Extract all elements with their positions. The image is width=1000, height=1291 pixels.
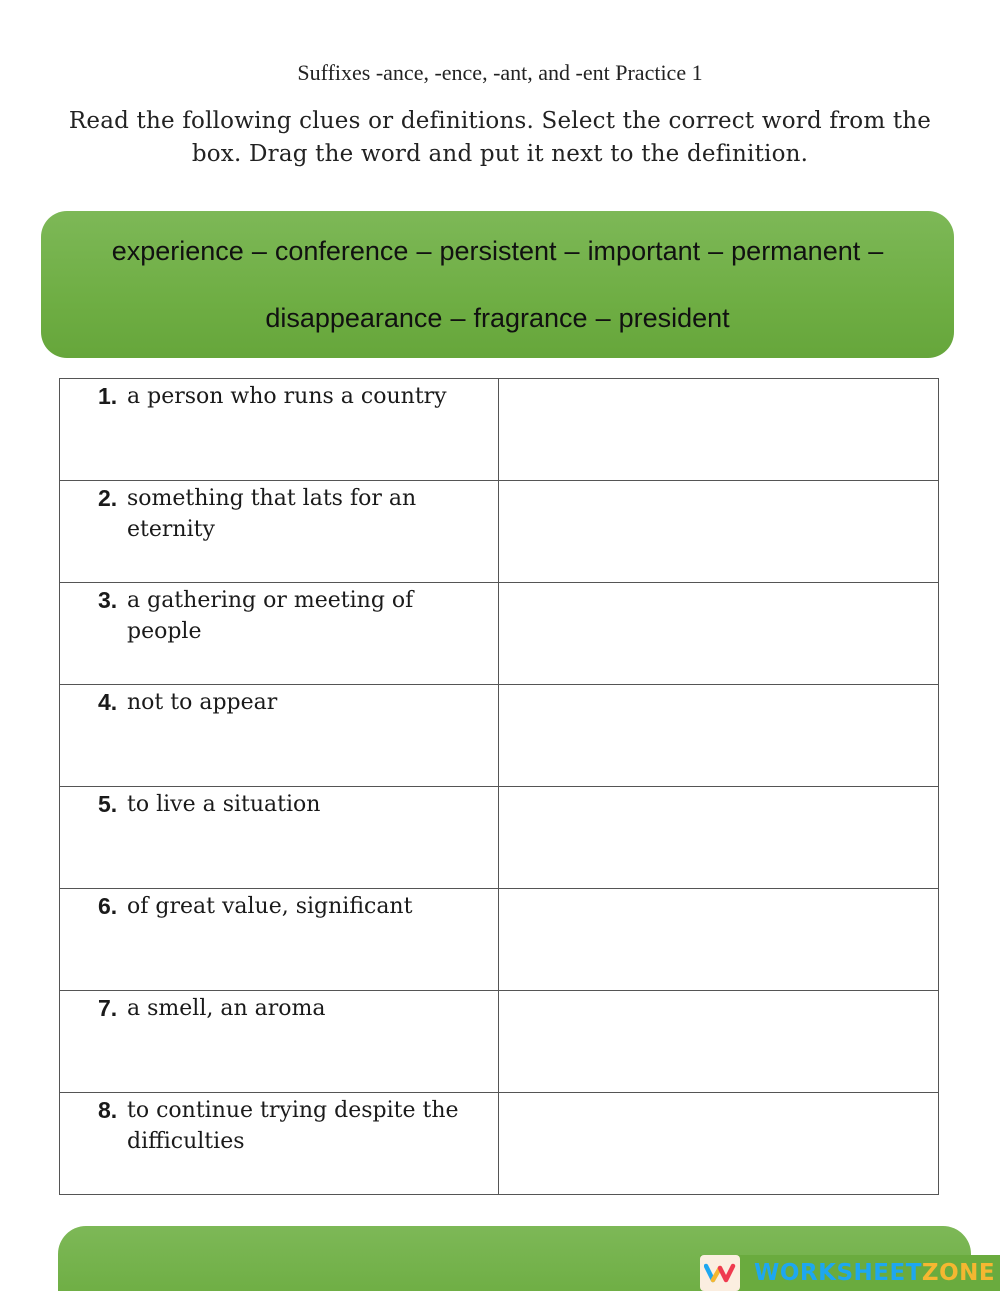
answer-drop-zone-1[interactable] bbox=[498, 379, 938, 481]
clue-number: 6. bbox=[98, 893, 118, 919]
clue-cell bbox=[60, 583, 499, 685]
word-chip-conference[interactable]: conference bbox=[274, 235, 409, 266]
worksheet-title: Suffixes -ance, -ence, -ant, and -ent Practice 1 bbox=[297, 60, 703, 85]
answer-drop-zone-8[interactable] bbox=[498, 1093, 938, 1195]
table-row bbox=[60, 379, 939, 481]
clue-cell bbox=[60, 1093, 499, 1195]
separator: – bbox=[595, 302, 611, 333]
word-chip-disappearance[interactable]: disappearance bbox=[265, 302, 443, 333]
table-row bbox=[60, 685, 939, 787]
word-chip-fragrance[interactable]: fragrance bbox=[473, 302, 588, 333]
separator: – bbox=[868, 235, 884, 266]
clue-cell bbox=[60, 379, 499, 481]
clue-number: 3. bbox=[98, 587, 118, 613]
table-row bbox=[60, 583, 939, 685]
clue-cell bbox=[60, 787, 499, 889]
separator: – bbox=[450, 302, 466, 333]
clue-text: not to appear bbox=[127, 690, 278, 715]
word-chip-experience[interactable]: experience bbox=[111, 235, 244, 266]
clues-table bbox=[59, 378, 939, 1195]
word-bank bbox=[41, 211, 954, 358]
brand-watermark bbox=[700, 1255, 1000, 1291]
clue-number: 2. bbox=[98, 485, 118, 511]
table-row bbox=[60, 889, 939, 991]
clue-text: of great value, significant bbox=[127, 894, 413, 919]
answer-drop-zone-3[interactable] bbox=[498, 583, 938, 685]
separator: – bbox=[251, 235, 267, 266]
clue-cell bbox=[60, 481, 499, 583]
table-row bbox=[60, 1093, 939, 1195]
clue-text: something that lats for an eternity bbox=[127, 486, 417, 542]
word-chip-persistent[interactable]: persistent bbox=[439, 235, 557, 266]
separator: – bbox=[708, 235, 724, 266]
separator: – bbox=[564, 235, 580, 266]
clue-cell bbox=[60, 685, 499, 787]
word-chip-president[interactable]: president bbox=[618, 302, 730, 333]
clue-number: 4. bbox=[98, 689, 118, 715]
instructions-text: Read the following clues or definitions. Select the correct word from the box. Drag the word and put it next to the definition. bbox=[68, 108, 932, 167]
table-row bbox=[60, 481, 939, 583]
worksheetzone-logo-icon bbox=[700, 1255, 740, 1291]
clue-cell bbox=[60, 991, 499, 1093]
brand-name: WORKSHEETZONE bbox=[754, 1260, 996, 1286]
clue-text: to live a situation bbox=[127, 792, 321, 817]
word-chip-important[interactable]: important bbox=[587, 235, 701, 266]
separator: – bbox=[416, 235, 432, 266]
answer-drop-zone-6[interactable] bbox=[498, 889, 938, 991]
clue-text: a smell, an aroma bbox=[127, 996, 326, 1021]
clue-number: 5. bbox=[98, 791, 118, 817]
table-row bbox=[60, 991, 939, 1093]
table-row bbox=[60, 787, 939, 889]
answer-drop-zone-5[interactable] bbox=[498, 787, 938, 889]
answer-drop-zone-2[interactable] bbox=[498, 481, 938, 583]
clue-cell bbox=[60, 889, 499, 991]
clue-text: a gathering or meeting of people bbox=[127, 588, 414, 644]
clue-text: to continue trying despite the difficulties bbox=[127, 1098, 459, 1154]
answer-drop-zone-7[interactable] bbox=[498, 991, 938, 1093]
word-bank-line-1 bbox=[112, 218, 884, 285]
clue-number: 7. bbox=[98, 995, 118, 1021]
word-bank-line-2 bbox=[265, 285, 729, 352]
answer-drop-zone-4[interactable] bbox=[498, 685, 938, 787]
clue-number: 1. bbox=[98, 383, 118, 409]
clue-number: 8. bbox=[98, 1097, 118, 1123]
clue-text: a person who runs a country bbox=[127, 384, 447, 409]
word-chip-permanent[interactable]: permanent bbox=[731, 235, 861, 266]
